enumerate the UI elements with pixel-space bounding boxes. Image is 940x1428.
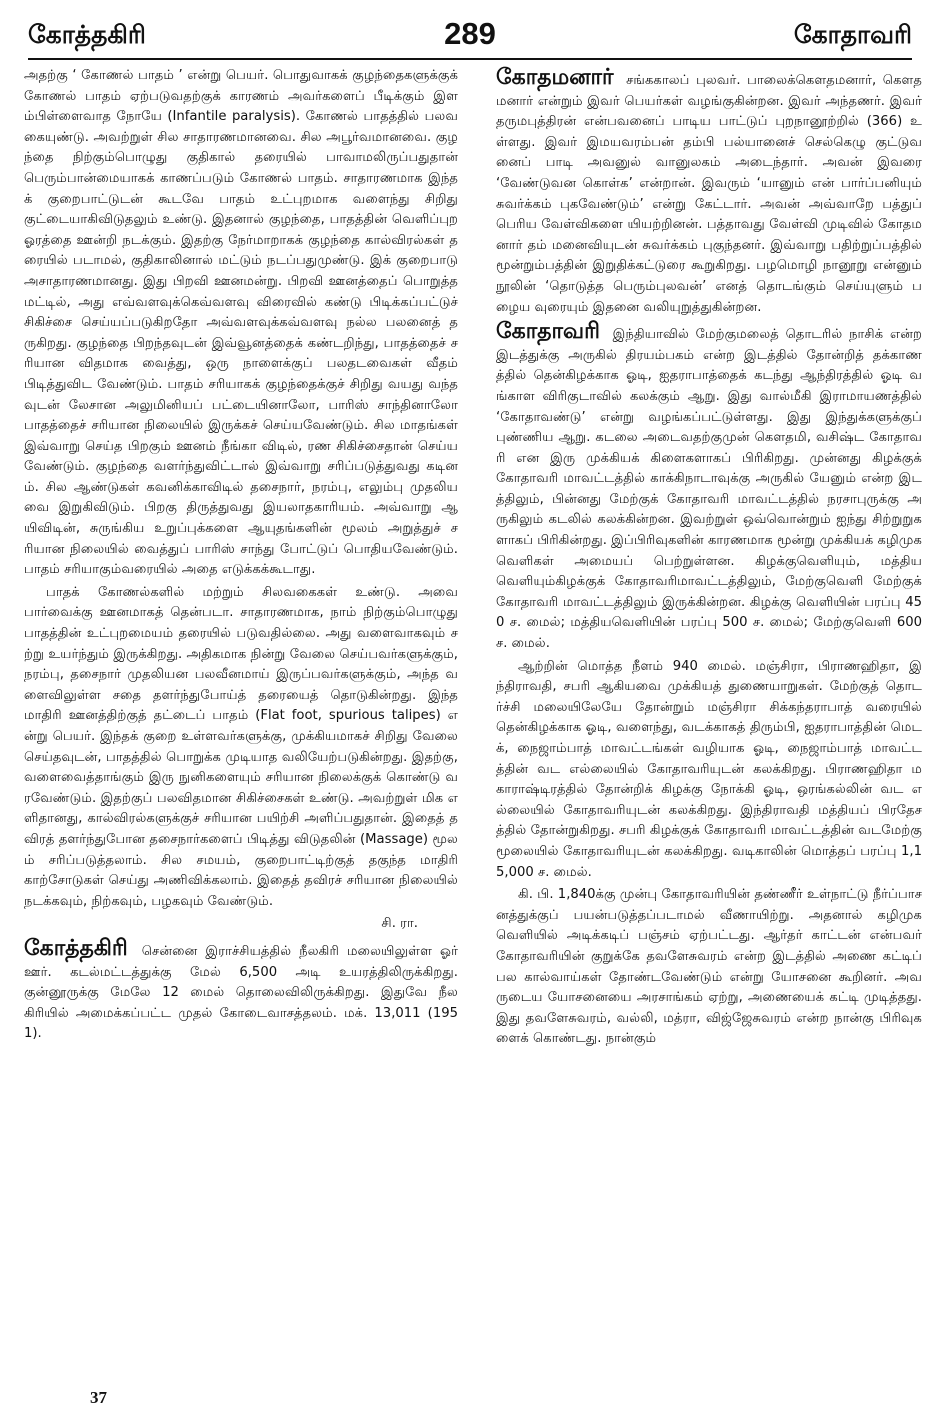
entry-body: சங்ககாலப் புலவர். பாலைக்கௌதமனார், கௌதமனார் என்றும் இவர் பெயர்கள் வழங்குகின்றன. இவர் அந்தணர். இவர் தருமபுத்திரன் என்பவனைப் பாடிய பாட்டுப் புறநானூற்றில் (366) உள்ளது. இவர் இமயவரம்பன் தம்பி பல்யானைச் செல்கெழு குட்டுவனைப் பாடி அவனுல் வானுலகம் அடைந்தார். அவன் இவரை ‘வேண்டுவன கொள்க’ என்றான். இவரும் ‘யானும் என் பார்ப்பனியும் சுவர்க்கம் புகவேண்டும்’ என்று கேட்டார். அவன் அவ்வாறே பத்துப் பெரிய வேள்விகளை யியற்றினன். பத்தாவது வேள்வி முடிவில் கோதமனார் தம் மனைவியுடன் சுவர்க்கம் புகுந்தனர். இவ்வாறு பதிற்றுப்பத்தில் மூன்றும்பத்தின் இறுதிக்கட்டுரை கூறுகிறது. பழமொழி நானூறு என்னும் நூலின் ‘தொடுத்த பெரும்புலவன்’ எனத் தொடங்கும் செய்யுளும் பழைய வுரையும் இதனை வலியுறுத்துகின்றன. <box>496 73 922 315</box>
entry-body: சென்னை இராச்சியத்தில் நீலகிரி மலையிலுள்ள ஓர் ஊர். கடல்மட்டத்துக்கு மேல் 6,500 அடி உயரத்திலிருக்கிறது. குன்னூருக்கு மேலே 12 மைல் தொலைவிலிருக்கிறது. இதுவே நீலகிரியில் அமைக்கப்பட்ட முதல் கோடைவாசத்தலம். மக். 13,011 (1951). <box>24 943 458 1042</box>
left-column <box>24 66 458 1370</box>
running-head-right: கோதாவரி <box>793 20 912 49</box>
page-number: 289 <box>444 16 496 51</box>
signature-mark: 37 <box>90 1388 107 1407</box>
running-head-left: கோத்தகிரி <box>28 20 146 49</box>
author-signature: சி. ரா. <box>381 916 418 932</box>
entry-body: இந்தியாவில் மேற்குமலைத் தொடரில் நாசிக் என்ற இடத்துக்கு அருகில் திரயம்பகம் என்ற இடத்தில் தோன்றித் தக்காணத்தில் தென்கிழக்காக ஓடி, ஐதராபாத்தைக் கடந்து ஆந்திரத்தில் ஓடி வங்காள விரிகுடாவில் கலக்கும் ஆறு. இது வால்மீகி இராமாயணத்தில் ‘கோதாவண்டு’ என்று வழங்கப்பட்டுள்ளது. இது இந்துக்களுக்குப் புண்ணிய ஆறு. கடலை அடைவதற்குமுன் கௌதமி, வசிஷ்ட கோதாவரி என இரு முக்கியக் கிளைகளாகப் பிரிகிறது. முன்னது கிழக்குக் கோதாவரி மாவட்டத்தில் காக்கிநாடாவுக்கு அருகில் யேனும் என்ற இடத்திலும், பின்னது மேற்குக் கோதாவரி மாவட்டத்தில் நரசாபுருக்கு அருகிலும் கடலில் கலக்கின்றன. இவற்றுள் ஒவ்வொன்றும் ஐந்து சிற்றுறுகளாகப் பிரிகின்றது. இப்பிரிவுகளின் காரணமாக மூன்று முக்கியக் கழிமுகவெளிகள் அமையப் பெற்றுள்ளன. கிழக்குவெளியும், மத்தியவெளியும்கிழக்குக் கோதாவரிமாவட்டத்திலும், மேற்குவெளி மேற்குக் கோதாவரி மாவட்டத்திலும் இருக்கின்றன. கிழக்கு வெளியின் பரப்பு 450 ச. மைல்; மத்தியவெளியின் பரப்பு 500 ச. மைல்; மேற்குவெளி 600 ச. மைல். <box>496 327 922 652</box>
entry-headword: கோத்தகிரி <box>24 935 128 961</box>
paragraph-flatfoot: பாதக் கோணல்களில் மற்றும் சிலவகைகள் உண்டு. அவை பார்வைக்கு ஊனமாகத் தென்படா. சாதாரணமாக, நாம் நிற்கும்பொழுது பாதத்தின் உட்புறமையம் தரையில் படுவதில்லை. அது வளைவாகவும் சற்று உயர்ந்தும் இருக்கிறது. அதிகமாக நின்று வேலை செய்பவர்களுக்கும், நரம்பு, தசைநார் முதலியன பலவீனமாய் இருப்பவர்களுக்கும், அந்த வளைவிலுள்ள சதை தளர்ந்துபோய்த் தரையைத் தொடுகின்றது. இந்த மாதிரி ஊனத்திற்குத் தட்டைப் பாதம் (Flat foot, spurious talipes) என்று பெயர். இந்தக் குறை உள்ளவர்களுக்கு, முக்கியமாகச் சிறிது வேலை செய்தவுடன், பாதத்தில் பொறுக்க முடியாத வலியேற்படுகின்றது. இதற்கு, வளைவைத்தாங்கும் இரு நுனிகளையும் சரியான நிலைக்குக் கொண்டு வரவேண்டும். இதற்குப் பலவிதமான சிகிச்சைகள் உண்டு. அவற்றுள் மிக எளிதானது, கால்விரல்களுக்குச் சரியான பயிற்சி அளிப்பதுதான். இதைத் தவிரத் தளர்ந்துபோன தசைநார்களைப் பிடித்து விடுதலின் (Massage) மூலம் சரிப்படுத்தலாம். சில சமயம், குறைபாட்டிற்குத் தகுந்த மாதிரி காற்சோடுகள் செய்து அணிவிக்கலாம். இதைத் தவிரச் சரியான நிலையில் நடக்கவும், நிற்கவும், பழகவும் வேண்டும். <box>24 584 458 909</box>
entry-kothamanar <box>496 66 922 318</box>
paragraph-irrigation: கி. பி. 1,840க்கு முன்பு கோதாவரியின் தண்ணீர் உள்நாட்டு நீர்ப்பாசனத்துக்குப் பயன்படுத்தப்படாமல் வீணாயிற்று. அதனால் கழிமுகவெளியில் அடிக்கடிப் பஞ்சம் ஏற்பட்டது. ஆர்தர் காட்டன் என்பவர் கோதாவரியின் குறுக்கே தவளேசுவரம் என்ற இடத்தில் அணை கட்டிப் பல கால்வாய்கள் தோண்டவேண்டும் என்று யோசனை கூறினர். அவருடைய யோசனையை அரசாங்கம் ஏற்று, அணையைக் கட்டி முடித்தது. இது தவளேசுவரம், வல்லி, மத்ரா, விஜ்ஜேசுவரம் என்ற நான்கு பிரிவுகளைக் கொண்டது. நான்கும் <box>496 887 922 1047</box>
entry-kotagiri <box>24 937 458 1045</box>
entry-godavari <box>496 320 922 655</box>
entry-headword: கோதமனார் <box>496 66 614 90</box>
paragraph-clubfoot: அதற்கு ‘ கோணல் பாதம் ’ என்று பெயர். பொதுவாகக் குழந்தைகளுக்குக் கோணல் பாதம் ஏற்படுவதற்குக் காரணம் அவர்களைப் பீடிக்கும் இளம்பிள்ளைவாத நோயே (Infantile paralysis). கோணல் பாதத்தில் பலவகையுண்டு. அவற்றுள் சில சாதாரணமானவை. சில அபூர்வமானவை. குழந்தை நிற்கும்பொழுது குதிகால் தரையில் பாவாமலிருப்பதுதான் பெரும்பான்மையாகக் காணப்படும் கோணல் பாதம். சாதாரணமாக இந்தக் குறைபாட்டுடன் கூடவே பாதம் உட்புறமாக வளைந்து சிறிது குட்டையாகிவிடுதலும் உண்டு. இதனால் குழந்தை, பாதத்தின் வெளிப்புற ஓரத்தை ஊன்றி நடக்கும். இதற்கு நேர்மாறாகக் குழந்தை கால்விரல்கள் தரையில் படாமல், குதிகாலினால் மட்டும் நடப்பதுமுண்டு. இக் குறைபாடு அசாதாரணமானது. இது பிறவி ஊனமன்று. பிறவி ஊனத்தைப் பொறுத்தமட்டில், அது எவ்வளவுக்கெவ்வளவு விரைவில் கண்டு பிடிக்கப்பட்டுச் சிகிச்சை செய்யப்படுகிறதோ அவ்வளவுக்கவ்வளவு நல்ல பலனைத் தருகிறது. குழந்தை பிறந்தவுடன் இவ்வூனத்தைக் கண்டறிந்து, பாதத்தைச் சரியான விதமாக வைத்து, ஒரு நாளைக்குப் பலதடவைகள் வீதம் பிடித்துவிட வேண்டும். பாதம் சரியாகக் குழந்தைக்குச் சிறிது வயது வந்தவுடன் லேசான அலுமினியப் பட்டையினாலோ, பாரிஸ் சாந்தினாலோ பாதத்தைச் சரியான நிலையில் இருக்கச் செய்யவேண்டும். சில மாதங்கள் இவ்வாறு செய்த பிறகும் ஊனம் நீங்கா விடில், ரண சிகிச்சைதான் செய்யவேண்டும். குழந்தை வளர்ந்துவிட்டால் இவ்வாறு சரிப்படுத்துவது கடினம். சில ஆண்டுகள் கவனிக்காவிடில் தசைநார், நரம்பு, எலும்பு முதலியவை இறுகிவிடும். பிறகு திருத்துவது இயலாதகாரியம். அவ்வாறு ஆயிவிடின், சுருங்கிய உறுப்புக்களை ஆயுதங்களின் மூலம் அறுத்துச் சரியான நிலையில் வைத்துப் பாரிஸ் சாந்து போட்டுப் பொதியவேண்டும். பாதம் சரியாகும்வரையில் அதை எடுக்கக்கூடாது. <box>24 68 458 578</box>
entry-headword: கோதாவரி <box>496 319 600 345</box>
paragraph-river-length: ஆற்றின் மொத்த நீளம் 940 மைல். மஞ்சிரா, பிராணஹிதா, இந்திராவதி, சபரி ஆகியவை முக்கியத் துணையாறுகள். மேற்குத் தொடர்ச்சி மலையிலேயே தோன்றும் மஞ்சிரா சிக்கந்தராபாத் வரையில் தென்கிழக்காக ஓடி, வளைந்து, வடக்காகத் திரும்பி, ஐதராபாத்தின் மெடக், நைஜாம்பாத் மாவட்டங்கள் வழியாக ஓடி, நைஜாம்பாத் மாவட்டத்தின் வட எல்லையில் கோதாவரியுடன் கலக்கிறது. பிராணஹிதா மகாராஷ்டிரத்தில் தோன்றிக் கிழக்கு நோக்கி ஓடி, ஒரங்கல்லின் வட எல்லையில் கோதாவரியுடன் கலக்கிறது. இந்திராவதி மத்தியப் பிரதேசத்தில் தோன்றுகிறது. சபரி கிழக்குக் கோதாவரி மாவட்டத்தின் வடமேற்கு மூலையில் கோதாவரியுடன் கலக்கிறது. வடிகாலின் மொத்தப் பரப்பு 1,15,000 ச. மைல். <box>496 658 922 880</box>
header-rule <box>28 58 912 60</box>
right-column <box>496 66 922 1370</box>
page-header <box>28 10 912 54</box>
